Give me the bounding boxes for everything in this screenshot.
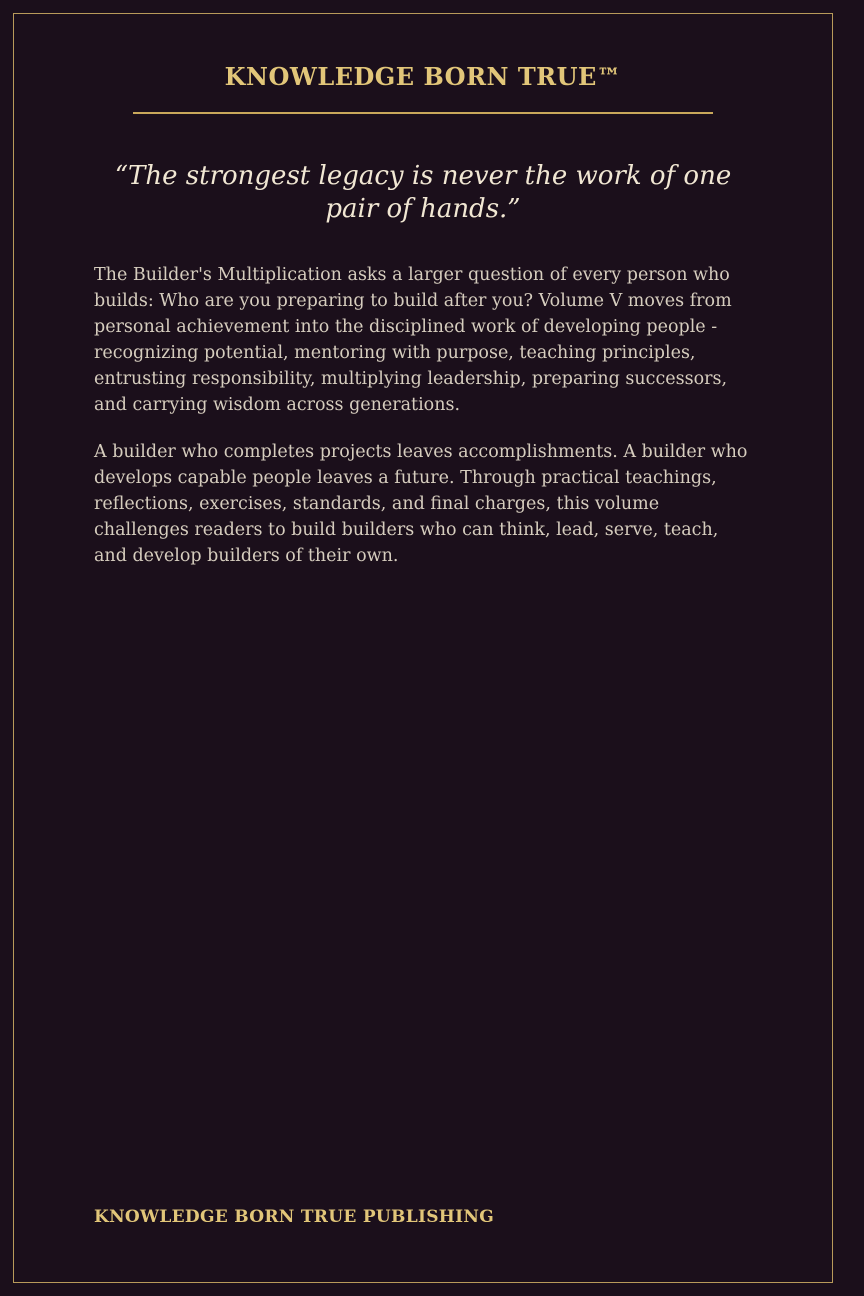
pull-quote: “The strongest legacy is never the work of one pair of hands.” [114,161,732,224]
publisher-name: KNOWLEDGE BORN TRUE PUBLISHING [94,1207,495,1227]
description-paragraph-2: A builder who completes projects leaves accomplishments. A builder who develops capable people leaves a future. Through practical teachings, reflections, exercises, standards, and final charges, this volume challenges readers to build builders who can think, lead, serve, teach, and develop builders of their own. [94,442,748,566]
description-paragraph-1: The Builder's Multiplication asks a larger question of every person who builds: Who are you preparing to build after you? Volume V moves from personal achievement into the disciplined work of developing people - recognizing potential, mentoring with purpose, teaching principles, entrusting responsibility, multiplying leadership, preparing successors, and carrying wisdom across generations. [94,265,732,415]
title-divider [133,112,713,114]
brand-title: KNOWLEDGE BORN TRUE™ [224,62,622,91]
